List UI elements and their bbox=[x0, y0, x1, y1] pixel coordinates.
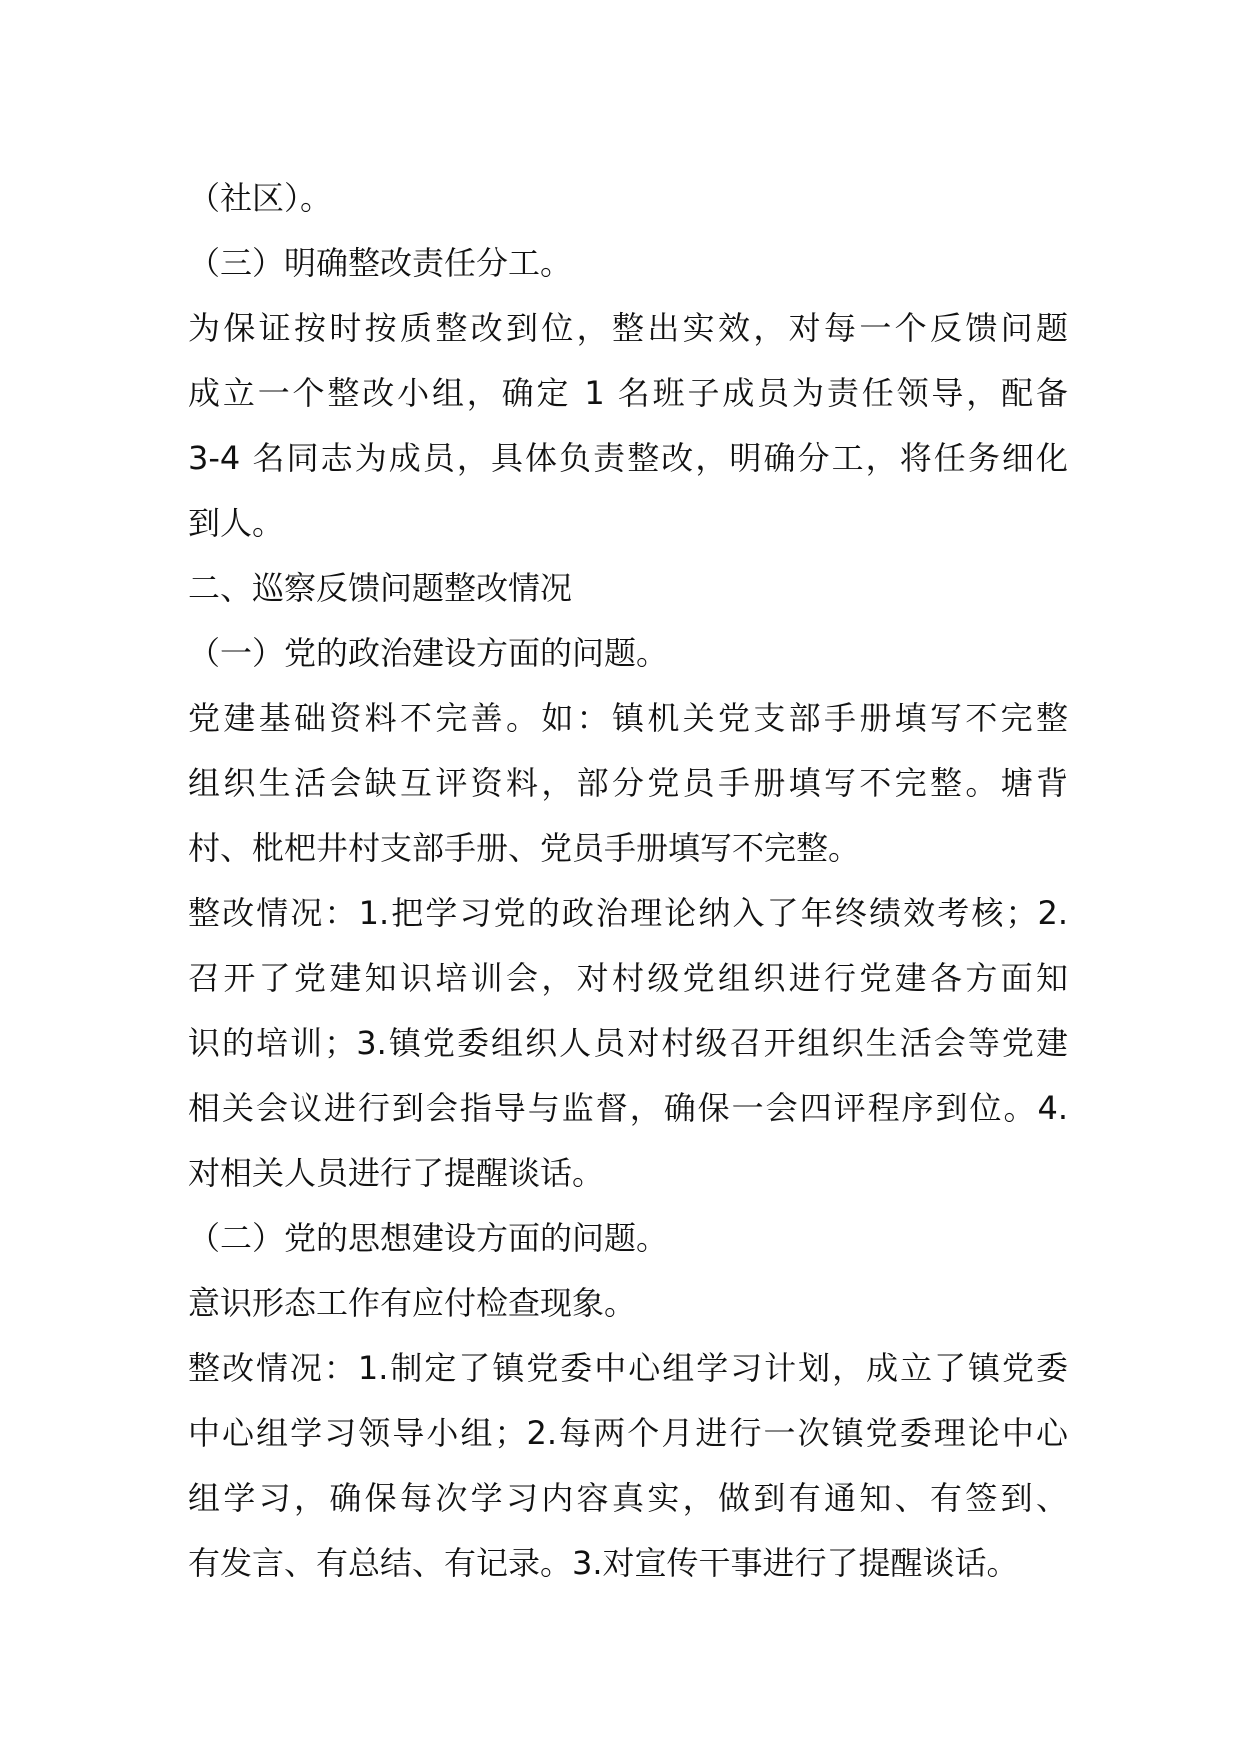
section-heading-3: （三）明确整改责任分工。 bbox=[188, 244, 573, 282]
text-line: 党建基础资料不完善。如：镇机关党支部手册填写不完整 bbox=[188, 699, 1068, 737]
text-line: 到人。 bbox=[188, 504, 285, 542]
text-line: 组织生活会缺互评资料，部分党员手册填写不完整。塘背 bbox=[188, 764, 1068, 802]
text-line: 召开了党建知识培训会，对村级党组织进行党建各方面知 bbox=[188, 959, 1068, 997]
text-line: 整改情况：1.把学习党的政治理论纳入了年终绩效考核；2. bbox=[188, 894, 1068, 932]
text-line: 识的培训；3.镇党委组织人员对村级召开组织生活会等党建 bbox=[188, 1024, 1068, 1062]
text-line: 成立一个整改小组，确定 1 名班子成员为责任领导，配备 bbox=[188, 374, 1068, 412]
text-line: 为保证按时按质整改到位，整出实效，对每一个反馈问题 bbox=[188, 309, 1068, 347]
section-heading-1: （一）党的政治建设方面的问题。 bbox=[188, 634, 669, 672]
text-line: 整改情况：1.制定了镇党委中心组学习计划，成立了镇党委 bbox=[188, 1349, 1068, 1387]
text-line: 组学习，确保每次学习内容真实，做到有通知、有签到、 bbox=[188, 1479, 1068, 1517]
text-line: 中心组学习领导小组；2.每两个月进行一次镇党委理论中心 bbox=[188, 1414, 1068, 1452]
text-line: 有发言、有总结、有记录。3.对宣传干事进行了提醒谈话。 bbox=[188, 1544, 1019, 1582]
text-line: 村、枇杷井村支部手册、党员手册填写不完整。 bbox=[188, 829, 861, 867]
text-line: 意识形态工作有应付检查现象。 bbox=[188, 1284, 637, 1322]
section-heading-2: （二）党的思想建设方面的问题。 bbox=[188, 1219, 669, 1257]
chapter-heading-2: 二、巡察反馈问题整改情况 bbox=[188, 569, 573, 607]
text-line: 3-4 名同志为成员，具体负责整改，明确分工，将任务细化 bbox=[188, 439, 1068, 477]
text-line: 相关会议进行到会指导与监督，确保一会四评程序到位。4. bbox=[188, 1089, 1068, 1127]
text-line: 对相关人员进行了提醒谈话。 bbox=[188, 1154, 605, 1192]
text-line: （社区）。 bbox=[188, 179, 333, 217]
document-body bbox=[188, 166, 1068, 1596]
